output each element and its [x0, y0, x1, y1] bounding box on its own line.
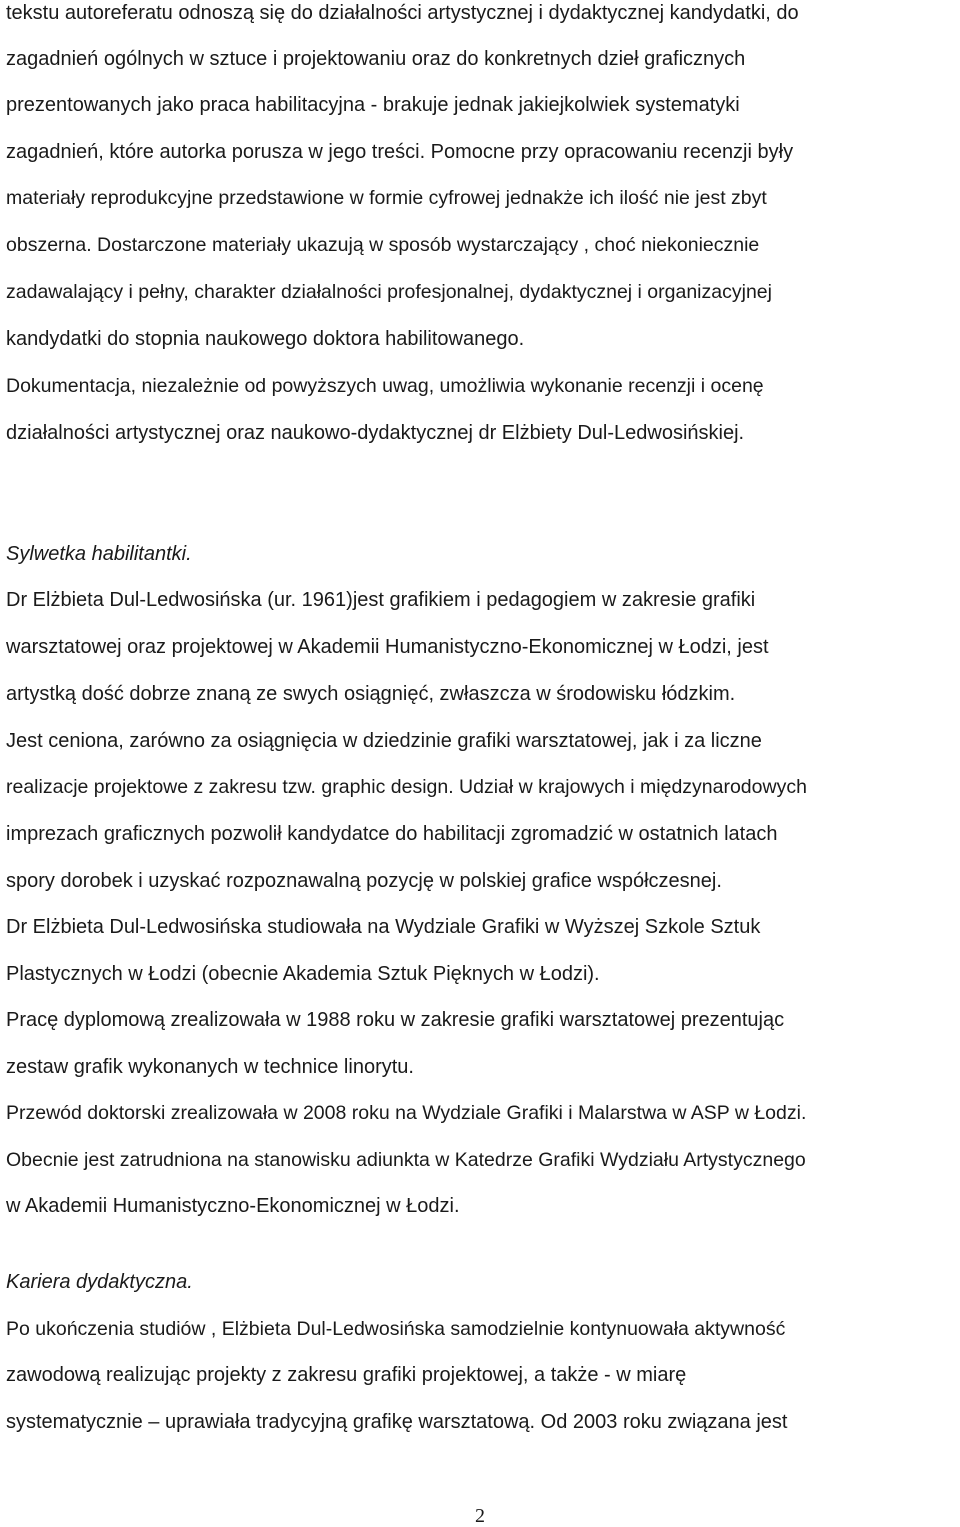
text-line: zestaw grafik wykonanych w technice linorytu. — [6, 1056, 414, 1078]
text-line: Dr Elżbieta Dul-Ledwosińska studiowała na Wydziale Grafiki w Wyższej Szkole Sztuk — [6, 916, 761, 938]
text-line: Jest ceniona, zarówno za osiągnięcia w dziedzinie grafiki warsztatowej, jak i za liczne — [6, 730, 762, 752]
page-number: 2 — [475, 1505, 485, 1527]
text-line: Po ukończenia studiów , Elżbieta Dul-Ledwosińska samodzielnie kontynuowała aktywność — [6, 1318, 786, 1340]
text-line: obszerna. Dostarczone materiały ukazują w sposób wystarczający , choć niekoniecznie — [6, 234, 760, 256]
text-line: spory dorobek i uzyskać rozpoznawalną pozycję w polskiej grafice współczesnej. — [6, 870, 722, 892]
text-line: Dokumentacja, niezależnie od powyższych uwag, umożliwia wykonanie recenzji i ocenę — [6, 375, 764, 397]
text-line: zawodową realizując projekty z zakresu grafiki projektowej, a także - w miarę — [6, 1364, 687, 1386]
text-line: kandydatki do stopnia naukowego doktora habilitowanego. — [6, 328, 525, 350]
text-line: Plastycznych w Łodzi (obecnie Akademia Sztuk Pięknych w Łodzi). — [6, 963, 600, 985]
text-line: systematycznie – uprawiała tradycyjną grafikę warsztatową. Od 2003 roku związana jest — [6, 1411, 788, 1433]
text-line: warsztatowej oraz projektowej w Akademii Humanistyczno-Ekonomicznej w Łodzi, jest — [6, 636, 769, 658]
text-line: zagadnień, które autorka porusza w jego treści. Pomocne przy opracowaniu recenzji były — [6, 141, 794, 163]
text-line: prezentowanych jako praca habilitacyjna - brakuje jednak jakiejkolwiek systematyki — [6, 94, 740, 116]
text-line: tekstu autoreferatu odnoszą się do działalności artystycznej i dydaktycznej kandydatki, do — [6, 2, 799, 24]
text-line: artystką dość dobrze znaną ze swych osiągnięć, zwłaszcza w środowisku łódzkim. — [6, 683, 736, 705]
text-line: zagadnień ogólnych w sztuce i projektowaniu oraz do konkretnych dzieł graficznych — [6, 48, 746, 70]
text-line: Dr Elżbieta Dul-Ledwosińska (ur. 1961)jest grafikiem i pedagogiem w zakresie grafiki — [6, 589, 756, 611]
text-line: imprezach graficznych pozwolił kandydatce do habilitacji zgromadzić w ostatnich latach — [6, 823, 778, 845]
text-line: działalności artystycznej oraz naukowo-dydaktycznej dr Elżbiety Dul-Ledwosińskiej. — [6, 422, 745, 444]
section-heading-sylwetka: Sylwetka habilitantki. — [6, 543, 192, 565]
text-line: realizacje projektowe z zakresu tzw. graphic design. Udział w krajowych i międzynarodowych — [6, 776, 807, 798]
text-line: Pracę dyplomową zrealizowała w 1988 roku w zakresie grafiki warsztatowej prezentując — [6, 1009, 785, 1031]
text-line: w Akademii Humanistyczno-Ekonomicznej w Łodzi. — [6, 1195, 460, 1217]
text-line: materiały reprodukcyjne przedstawione w formie cyfrowej jednakże ich ilość nie jest zbyt — [6, 187, 767, 209]
text-line: Przewód doktorski zrealizowała w 2008 roku na Wydziale Grafiki i Malarstwa w ASP w Łodzi. — [6, 1102, 807, 1124]
text-line: Obecnie jest zatrudniona na stanowisku adiunkta w Katedrze Grafiki Wydziału Artystycznego — [6, 1149, 806, 1171]
section-heading-kariera: Kariera dydaktyczna. — [6, 1271, 193, 1293]
text-line: zadawalający i pełny, charakter działalności profesjonalnej, dydaktycznej i organizacyjnej — [6, 281, 772, 303]
